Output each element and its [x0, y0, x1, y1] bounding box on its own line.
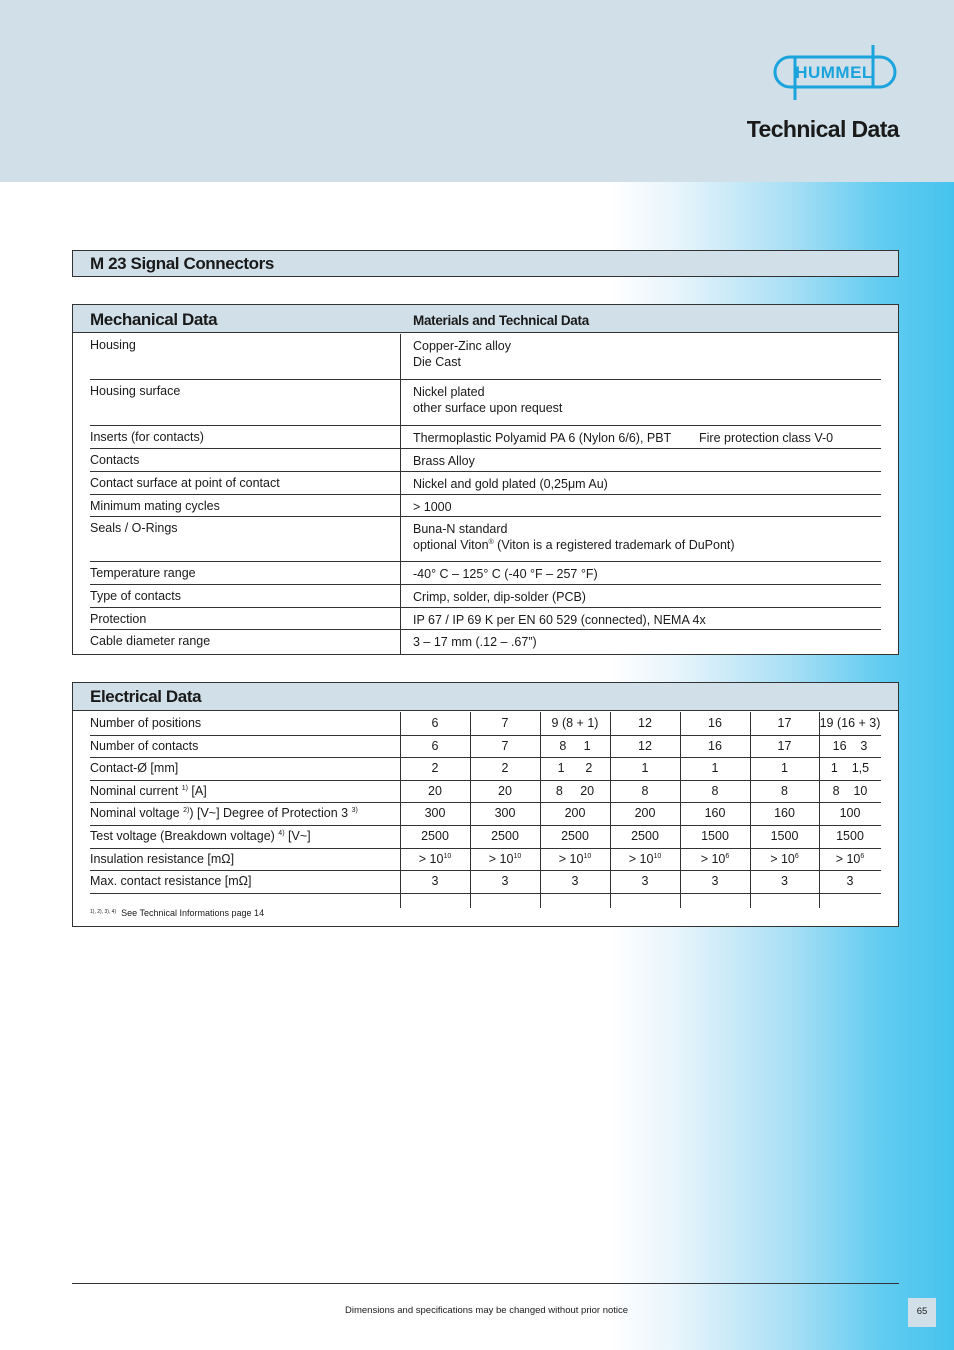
electrical-data-table — [72, 682, 899, 927]
mech-value: Nickel plated — [413, 385, 485, 399]
electrical-cell: 17 — [777, 738, 792, 753]
mech-row-housing-surface — [90, 380, 881, 426]
mech-row-mating-cycles — [90, 495, 881, 517]
column-divider — [750, 893, 751, 908]
electrical-row — [90, 870, 881, 894]
electrical-cell: > $10^6$ — [770, 851, 799, 866]
mech-label: Protection — [90, 612, 147, 626]
electrical-label: Contact-Ø [mm] — [90, 761, 179, 776]
electrical-cell: 1 1,5 — [830, 761, 870, 776]
mech-label: Inserts (for contacts) — [90, 430, 204, 444]
electrical-cell: 8 — [641, 783, 649, 798]
electrical-cell: 1500 — [770, 829, 799, 843]
mech-label: Housing — [90, 338, 136, 352]
electrical-header — [73, 683, 898, 711]
electrical-cell: 6 — [431, 716, 439, 730]
mech-row-cable-diameter — [90, 630, 881, 654]
electrical-row — [90, 780, 881, 804]
mech-label: Housing surface — [90, 384, 181, 398]
electrical-cell: 3 — [431, 874, 439, 889]
electrical-label: Number of contacts — [90, 738, 199, 753]
mech-label: Contact surface at point of contact — [90, 476, 280, 490]
electrical-cell: 19 (16 + 3) — [819, 716, 881, 730]
mech-value: IP 67 / IP 69 K per EN 60 529 (connected), NEMA 4x — [413, 613, 706, 627]
electrical-label: Nominal current $^{1)}$ [A] — [90, 783, 207, 798]
mech-value: Buna-N standard — [413, 522, 508, 536]
mech-value: Thermoplastic Polyamid PA 6 (Nylon 6/6), PBT — [413, 431, 672, 445]
electrical-cell: 160 — [774, 806, 795, 821]
mech-value: Crimp, solder, dip-solder (PCB) — [413, 590, 586, 604]
electrical-cell: 200 — [634, 806, 656, 821]
section-title — [72, 250, 899, 277]
electrical-cell: 12 — [638, 716, 652, 730]
electrical-row — [90, 712, 881, 736]
mech-row-seals — [90, 517, 881, 562]
page-number: 65 — [908, 1298, 936, 1327]
mech-label: Seals / O-Rings — [90, 521, 178, 535]
mech-value: Copper-Zinc alloy — [413, 339, 511, 353]
electrical-row — [90, 735, 881, 759]
hummel-logo — [772, 44, 900, 102]
electrical-cell: 8 10 — [832, 783, 868, 798]
electrical-cell: 1 — [711, 761, 719, 776]
section-title-text: M 23 Signal Connectors — [90, 254, 274, 273]
electrical-cell: 8 20 — [555, 783, 595, 798]
electrical-cell: 17 — [777, 716, 792, 730]
electrical-cell: > $10^6$ — [700, 851, 730, 866]
column-divider — [610, 893, 611, 908]
electrical-label: Number of positions — [90, 716, 202, 730]
electrical-cell: > $10^{10}$ — [628, 851, 662, 866]
mech-row-contacts — [90, 449, 881, 472]
mechanical-title: Mechanical Data — [90, 310, 218, 329]
electrical-row — [90, 848, 881, 872]
electrical-label: Nominal voltage $^{2)}$) [V~] Degree of Protection 3 $^{3)}$ — [90, 806, 358, 821]
electrical-cell: 300 — [424, 806, 446, 821]
electrical-cell: > $10^6$ — [835, 851, 865, 866]
mech-value: 3 – 17 mm (.12 – .67”) — [413, 635, 537, 649]
electrical-cell: 2500 — [491, 829, 519, 843]
mech-value: optional Viton® (Viton is a registered trademark of DuPont) — [413, 538, 735, 552]
mech-row-inserts — [90, 426, 881, 449]
electrical-cell: 2 — [501, 761, 509, 776]
electrical-title: Electrical Data — [90, 687, 202, 706]
mech-row-temperature — [90, 562, 881, 585]
column-divider — [470, 893, 471, 908]
mech-value: Brass Alloy — [413, 454, 475, 468]
electrical-cell: 200 — [564, 806, 586, 821]
mech-row-housing — [90, 334, 881, 380]
electrical-row — [90, 757, 881, 781]
mech-value: Die Cast — [413, 355, 461, 369]
svg-text:HUMMEL: HUMMEL — [795, 63, 873, 82]
mech-value: Fire protection class V-0 — [699, 431, 834, 445]
mech-label: Cable diameter range — [90, 634, 211, 648]
page-title: Technical Data — [746, 116, 899, 142]
column-divider — [680, 893, 681, 908]
electrical-cell: 2500 — [631, 829, 659, 843]
electrical-cell: > $10^{10}$ — [418, 851, 452, 866]
electrical-cell: 9 (8 + 1) — [551, 716, 599, 730]
electrical-cell: 12 — [638, 738, 652, 753]
electrical-cell: 2 — [431, 761, 439, 776]
mech-row-protection — [90, 608, 881, 630]
column-divider — [819, 893, 820, 908]
mech-value: > 1000 — [413, 500, 452, 514]
column-divider — [540, 893, 541, 908]
electrical-cell: 16 — [708, 716, 722, 730]
mech-label: Temperature range — [90, 566, 196, 580]
electrical-cell: 1500 — [836, 829, 864, 843]
electrical-cell: 8 — [781, 783, 788, 798]
mechanical-header — [73, 305, 898, 333]
electrical-label: Insulation resistance [mΩ] — [90, 851, 235, 866]
electrical-cell: 16 3 — [832, 738, 868, 753]
footer-divider — [72, 1283, 899, 1284]
electrical-cell: 7 — [501, 738, 509, 753]
footer-notice: Dimensions and specifications may be changed without prior notice — [345, 1305, 629, 1316]
electrical-cell: 3 — [711, 874, 719, 889]
electrical-cell: 3 — [501, 874, 509, 889]
electrical-cell: 2500 — [421, 829, 449, 843]
footnote: $^{1), 2), 3), 4)}$ See Technical Informations page 14 — [90, 908, 265, 918]
mech-label: Contacts — [90, 453, 140, 467]
electrical-cell: 20 — [498, 783, 512, 798]
mech-label: Minimum mating cycles — [90, 499, 220, 513]
materials-header: Materials and Technical Data — [413, 313, 589, 328]
electrical-cell: 1 — [781, 761, 788, 776]
electrical-cell: 16 — [708, 738, 722, 753]
mech-value: Nickel and gold plated (0,25μm Au) — [413, 477, 608, 491]
electrical-cell: 2500 — [561, 829, 589, 843]
electrical-cell: 7 — [501, 716, 509, 730]
electrical-cell: 3 — [781, 874, 788, 889]
electrical-cell: 1 2 — [557, 761, 593, 776]
mech-row-type-of-contacts — [90, 585, 881, 608]
electrical-cell: 8 — [711, 783, 719, 798]
electrical-cell: 160 — [704, 806, 726, 821]
electrical-cell: 1 — [641, 761, 649, 776]
electrical-cell: > $10^{10}$ — [558, 851, 592, 866]
column-divider — [400, 893, 401, 908]
electrical-cell: 100 — [839, 806, 861, 821]
electrical-cell: 3 — [641, 874, 649, 889]
mech-label: Type of contacts — [90, 589, 182, 603]
mech-row-contact-surface — [90, 472, 881, 495]
electrical-label: Max. contact resistance [mΩ] — [90, 874, 252, 889]
mech-value: other surface upon request — [413, 401, 563, 415]
electrical-cell: > $10^{10}$ — [488, 851, 522, 866]
electrical-label: Test voltage (Breakdown voltage) $^{4)}$ [V~] — [90, 829, 311, 843]
electrical-cell: 3 — [846, 874, 854, 889]
electrical-cell: 3 — [571, 874, 579, 889]
mech-value: -40° C – 125° C (-40 °F – 257 °F) — [413, 567, 598, 581]
electrical-row — [90, 825, 881, 849]
mechanical-data-table — [72, 304, 899, 655]
electrical-cell: 8 1 — [559, 738, 591, 753]
electrical-cell: 20 — [428, 783, 442, 798]
electrical-cell: 1500 — [701, 829, 729, 843]
electrical-row — [90, 802, 881, 826]
electrical-cell: 300 — [494, 806, 516, 821]
electrical-cell: 6 — [431, 738, 439, 753]
